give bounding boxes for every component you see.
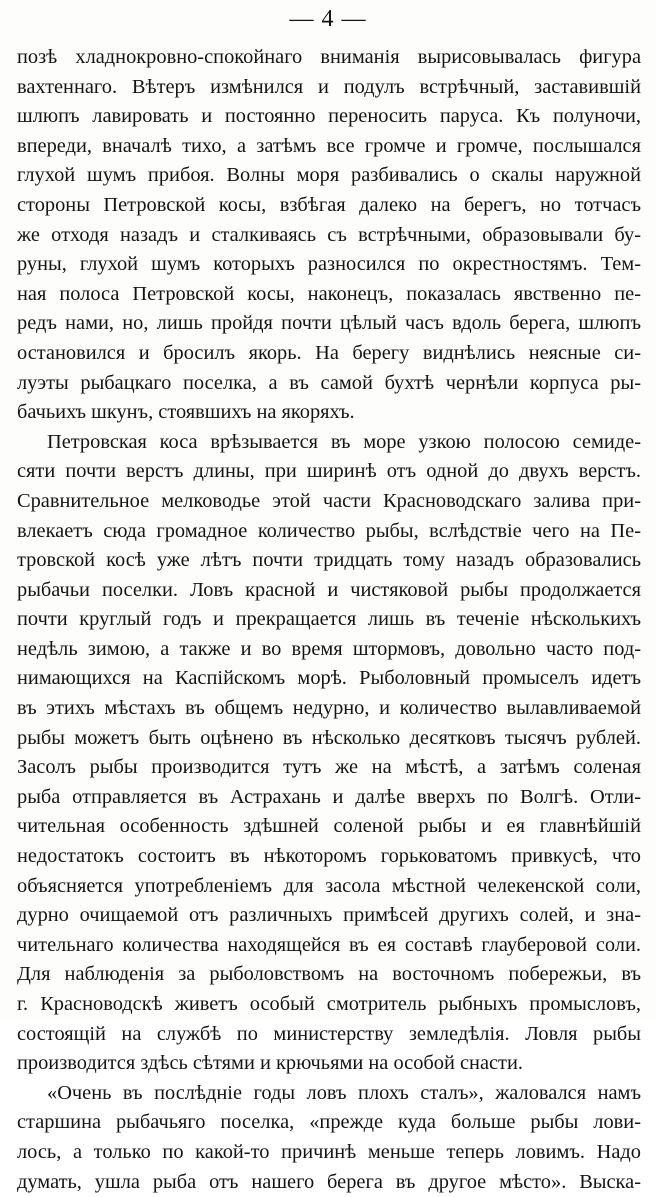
- text-line: рыбачьи поселки. Ловъ красной и чистяковой рыбы продолжается: [17, 578, 641, 601]
- text-line: луэты рыбацкаго поселка, а въ самой бухтѣ чернѣли корпуса ры-: [17, 371, 641, 394]
- text-line: «Очень въ послѣдніе годы ловъ плохъ сталъ», жаловался намъ: [47, 1081, 641, 1104]
- text-line: ная полоса Петровской косы, наконецъ, показалась явственно пе-: [17, 282, 641, 305]
- text-line: лось, а только по какой-то причинѣ меньше теперь ловимъ. Надо: [17, 1140, 641, 1163]
- text-line: состоящій на службѣ по министерству земледѣлія. Ловля рыбы: [17, 1022, 641, 1045]
- text-line: недостатокъ состоитъ въ нѣкоторомъ горьковатомъ привкусѣ, что: [17, 845, 641, 868]
- text-line: бачьихъ шкунъ, стоявшихъ на якоряхъ.: [17, 401, 355, 424]
- text-line: думать, ушла рыба отъ нашего берега въ другое мѣсто». Выска-: [17, 1170, 641, 1193]
- text-line: Сравнительное мелководье этой части Красноводскаго залива при-: [17, 489, 641, 512]
- text-line: производится здѣсь сѣтями и крючьями на особой снасти.: [17, 1052, 523, 1075]
- text-line: редъ нами, но, лишь пройдя почти цѣлый часъ вдоль берега, шлюпъ: [17, 312, 641, 335]
- text-line: впереди, вначалѣ тихо, а затѣмъ все громче и громче, послышался: [17, 134, 641, 157]
- text-line: чительнаго количества находящейся въ ея составѣ глауберовой соли.: [17, 933, 641, 956]
- text-line: Петровская коса врѣзывается въ море узкою полосою семидe-: [47, 430, 641, 453]
- text-line: старшина рыбачьяго поселка, «прежде куда больше рыбы лови-: [17, 1111, 641, 1134]
- text-line: руны, глухой шумъ которыхъ разносился по окрестностямъ. Тем-: [17, 253, 641, 276]
- text-line: же отходя назадъ и сталкиваясь съ встрѣчными, образовывали бу-: [17, 223, 641, 246]
- text-line: вахтеннаго. Вѣтеръ измѣнился и подулъ встрѣчный, заставившій: [17, 75, 641, 98]
- text-line: почти круглый годъ и прекращается лишь въ теченіе нѣсколькихъ: [17, 608, 641, 631]
- text-line: глухой шумъ прибоя. Волны моря разбивались о скалы наружной: [17, 164, 641, 187]
- text-line: въ этихъ мѣстахъ въ общемъ недурно, и количество вылавливаемой: [17, 697, 641, 720]
- text-line: Для наблюденія за рыболовствомъ на восточномъ побережьи, въ: [17, 963, 641, 986]
- text-line: остановился и бросилъ якорь. На берегу виднѣлись неясные си-: [17, 341, 641, 364]
- text-line: рыбы можетъ быть оцѣнено въ нѣсколько десятковъ тысячъ рублей.: [17, 726, 641, 749]
- text-line: г. Красноводскѣ живетъ особый смотритель рыбныхъ промысловъ,: [17, 993, 641, 1015]
- text-line: шлюпъ лавировать и постоянно переносить паруса. Къ полуночи,: [17, 105, 641, 128]
- text-line: позѣ хладнокровно-спокойнаго вниманія вырисовывалась фигура: [17, 46, 641, 68]
- text-line: Засолъ рыбы производится тутъ же на мѣстѣ, а затѣмъ соленая: [17, 756, 641, 779]
- page-text-body: [17, 43, 641, 1197]
- text-line: дурно очищаемой отъ различныхъ примѣсей другихъ солей, и зна-: [17, 904, 641, 927]
- text-line: нимающихся на Каспійскомъ морѣ. Рыболовный промыселъ идетъ: [17, 667, 641, 690]
- text-line: объясняется употребленіемъ для засола мѣстной челекенской соли,: [17, 874, 641, 897]
- text-line: недѣль зимою, а также и во время штормовъ, довольно часто под-: [17, 637, 641, 660]
- text-line: рыба отправляется въ Астрахань и далѣе вверхъ по Волгѣ. Отли-: [17, 785, 641, 808]
- text-line: тровской косѣ уже лѣтъ почти тридцать тому назадъ образовались: [17, 549, 641, 572]
- page-number-header: — 4 —: [289, 6, 367, 32]
- text-line: влекаетъ сюда громадное количество рыбы, вслѣдствіе чего на Пе-: [17, 519, 641, 542]
- text-line: сяти почти верстъ длины, при ширинѣ отъ одной до двухъ верстъ.: [17, 460, 641, 483]
- text-line: стороны Петровской косы, взбѣгая далеко на берегъ, но тотчасъ: [17, 193, 641, 216]
- text-line: чительная особенность здѣшней соленой рыбы и ея главнѣйшій: [17, 815, 641, 838]
